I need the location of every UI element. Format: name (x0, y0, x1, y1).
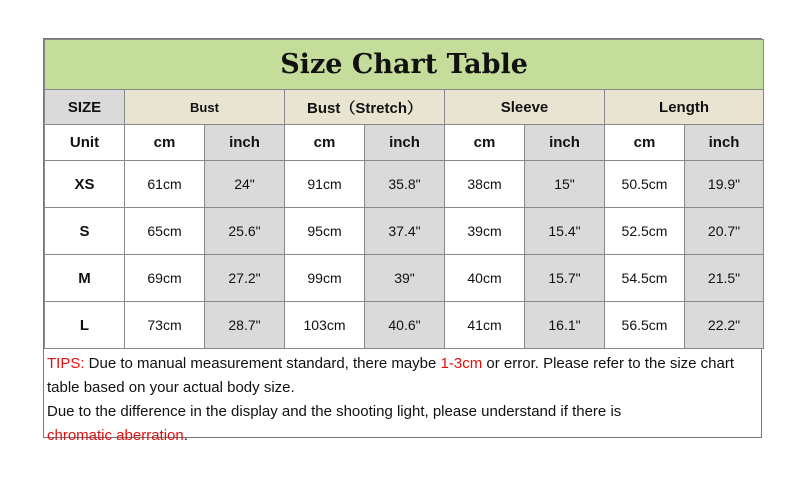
size-chart (43, 38, 762, 444)
unit-row (45, 125, 764, 161)
table-cell: 38cm (445, 161, 525, 208)
table-cell: 50.5cm (605, 161, 685, 208)
sleeve-header: Sleeve (445, 90, 605, 125)
table-cell: 35.8" (365, 161, 445, 208)
table-row (45, 208, 764, 255)
size-label: XS (45, 161, 125, 208)
tips-text: Due to the difference in the display and the shooting light, please understand if there is (47, 403, 622, 420)
table-cell: 73cm (125, 302, 205, 349)
page-title: Size Chart Table (45, 40, 764, 90)
table-cell: 24" (205, 161, 285, 208)
table-cell: 56.5cm (605, 302, 685, 349)
unit-cell: cm (125, 125, 205, 161)
table-cell: 65cm (125, 208, 205, 255)
table-cell: 21.5" (685, 255, 764, 302)
header-row (45, 90, 764, 125)
table-cell: 41cm (445, 302, 525, 349)
table-cell: 22.2" (685, 302, 764, 349)
unit-cell: cm (605, 125, 685, 161)
bust-header: Bust (125, 90, 285, 125)
table-cell: 15.4" (525, 208, 605, 255)
table-cell: 69cm (125, 255, 205, 302)
length-header: Length (605, 90, 764, 125)
unit-cell: inch (525, 125, 605, 161)
tips-text: or error. Please refer to the size chart table based on your actual body size. (47, 355, 735, 396)
unit-cell: cm (445, 125, 525, 161)
table-cell: 25.6" (205, 208, 285, 255)
table-cell: 28.7" (205, 302, 285, 349)
table-cell: 16.1" (525, 302, 605, 349)
table-cell: 54.5cm (605, 255, 685, 302)
size-chart-table (44, 39, 764, 349)
size-label: S (45, 208, 125, 255)
size-label: L (45, 302, 125, 349)
unit-cell: inch (685, 125, 764, 161)
table-cell: 40cm (445, 255, 525, 302)
table-cell: 61cm (125, 161, 205, 208)
table-row (45, 161, 764, 208)
table-cell: 39" (365, 255, 445, 302)
table-row (45, 302, 764, 349)
size-column-header: SIZE (45, 90, 125, 125)
size-label: M (45, 255, 125, 302)
unit-cell: inch (205, 125, 285, 161)
table-cell: 15" (525, 161, 605, 208)
tips-end: . (183, 427, 188, 444)
table-cell: 39cm (445, 208, 525, 255)
table-cell: 91cm (285, 161, 365, 208)
bust-stretch-header: Bust（Stretch） (285, 90, 445, 125)
table-row (45, 255, 764, 302)
tips-prefix: TIPS: (47, 355, 85, 372)
tips-note (44, 349, 761, 448)
table-cell: 20.7" (685, 208, 764, 255)
unit-cell: inch (365, 125, 445, 161)
table-cell: 99cm (285, 255, 365, 302)
unit-cell: cm (285, 125, 365, 161)
table-cell: 103cm (285, 302, 365, 349)
tips-text: Due to manual measurement standard, there maybe (84, 355, 441, 372)
table-cell: 27.2" (205, 255, 285, 302)
title-row (45, 40, 764, 90)
table-cell: 40.6" (365, 302, 445, 349)
table-cell: 37.4" (365, 208, 445, 255)
table-cell: 15.7" (525, 255, 605, 302)
table-cell: 19.9" (685, 161, 764, 208)
table-cell: 95cm (285, 208, 365, 255)
tips-range: 1-3cm (440, 355, 483, 372)
unit-label: Unit (45, 125, 125, 161)
tips-aberration: chromatic aberration (47, 427, 184, 444)
table-cell: 52.5cm (605, 208, 685, 255)
